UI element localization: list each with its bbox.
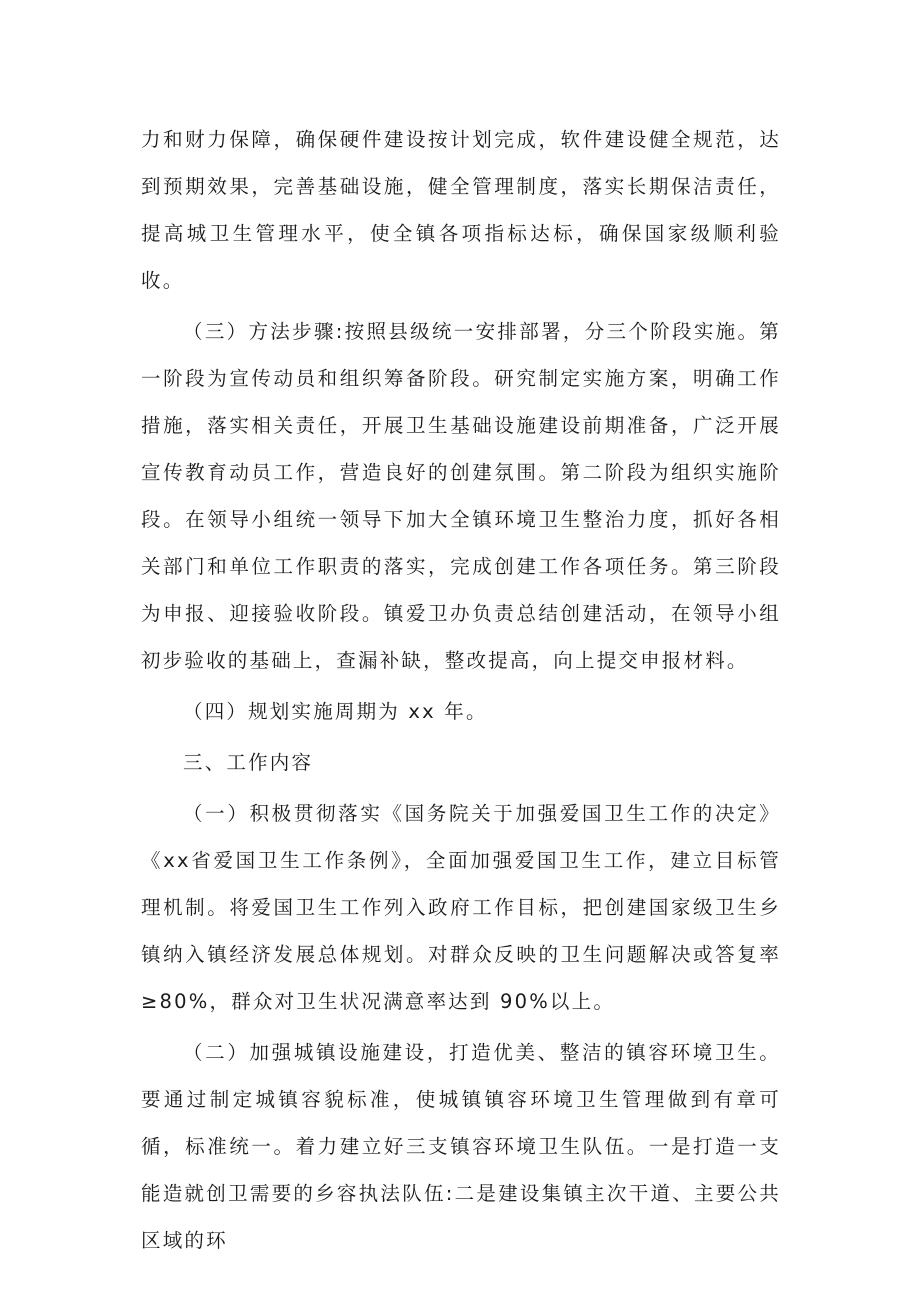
paragraph-work-item-two: （二）加强城镇设施建设，打造优美、整洁的镇容环境卫生。要通过制定城镇容貌标准，使城镇镇容环境卫生管理做到有章可循，标准统一。着力建立好三支镇容环境卫生队伍。一是打造一支能造就创卫需要的乡容执法队伍:二是建设集镇主次干道、主要公共区域的环 — [141, 1041, 781, 1252]
document-body — [141, 116, 781, 1264]
paragraph-planning-period: （四）规划实施周期为 xx 年。 — [183, 700, 488, 723]
paragraph-work-item-one: （一）积极贯彻落实《国务院关于加强爱国卫生工作的决定》《xx省爱国卫生工作条例》，全面加强爱国卫生工作，建立目标管理机制。将爱国卫生工作列入政府工作目标，把创建国家级卫生乡镇纳入镇经济发展总体规划。对群众反映的卫生问题解决或答复率≥80%，群众对卫生状况满意率达到 90%以上。 — [141, 802, 781, 1013]
paragraph-funding-guarantee: 力和财力保障，确保硬件建设按计划完成，软件建设健全规范，达到预期效果，完善基础设施，健全管理制度，落实长期保洁责任，提高城卫生管理水平，使全镇各项指标达标，确保国家级顺利验收。 — [141, 128, 781, 292]
paragraph-method-steps: （三）方法步骤:按照县级统一安排部署，分三个阶段实施。第一阶段为宣传动员和组织筹备阶段。研究制定实施方案，明确工作措施，落实相关责任，开展卫生基础设施建设前期准备，广泛开展宣传教育动员工作，营造良好的创建氛围。第二阶段为组织实施阶段。在领导小组统一领导下加大全镇环境卫生整治力度，抓好各相关部门和单位工作职责的落实，完成创建工作各项任务。第三阶段为申报、迎接验收阶段。镇爱卫办负责总结创建活动，在领导小组初步验收的基础上，查漏补缺，整改提高，向上提交申报材料。 — [141, 320, 781, 672]
section-heading-work-content: 三、工作内容 — [183, 751, 314, 774]
